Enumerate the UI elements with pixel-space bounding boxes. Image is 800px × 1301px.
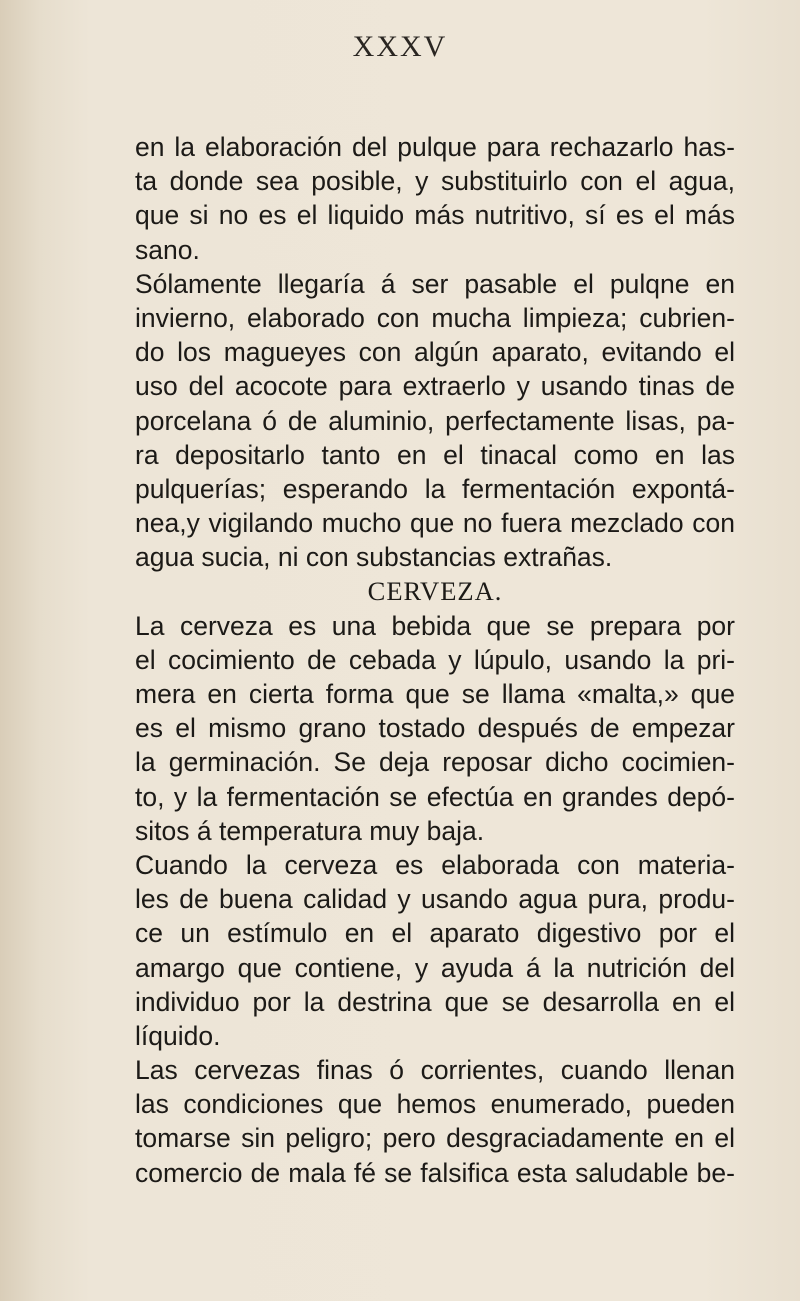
text-line: ra depositarlo tanto en el tinacal como en las: [135, 439, 735, 470]
text-line: líquido.: [135, 1020, 221, 1051]
text-line: en la elaboración del pulque para rechazarlo has-: [135, 132, 735, 162]
text-line: sitos á temperatura muy baja.: [135, 815, 485, 846]
text-line: comercio de mala fé se falsifica esta saludable be-: [135, 1157, 735, 1188]
text-line: nea,y vigilando mucho que no fuera mezclado con: [135, 508, 735, 539]
text-line: Las cervezas finas ó corrientes, cuando llenan: [135, 1055, 735, 1086]
text-line: Cuando la cerveza es elaborada con materia-: [135, 849, 735, 880]
text-line: la germinación. Se deja reposar dicho cocimien-: [135, 747, 735, 778]
text-line: que si no es el liquido más nutritivo, sí es el más: [135, 200, 735, 231]
text-line: les de buena calidad y usando agua pura, produ-: [135, 884, 735, 915]
text-line: mera en cierta forma que se llama «malta,» que: [135, 679, 735, 709]
body-text: [135, 130, 735, 1190]
text-line: ce un estímulo en el aparato digestivo por el: [135, 918, 735, 949]
page-number: XXXV: [352, 30, 448, 63]
text-line: es el mismo grano tostado después de empezar: [135, 713, 735, 744]
text-line: tomarse sin peligro; pero desgraciadamente en el: [135, 1123, 735, 1154]
text-line: individuo por la destrina que se desarrolla en el: [135, 986, 735, 1017]
text-line: porcelana ó de aluminio, perfectamente lisas, pa-: [135, 405, 735, 436]
text-line: Sólamente llegaría á ser pasable el pulqne en: [135, 268, 735, 299]
text-line: invierno, elaborado con mucha limpieza; cubrien-: [135, 302, 735, 333]
text-line: do los magueyes con algún aparato, evitando el: [135, 337, 735, 368]
text-line: el cocimiento de cebada y lúpulo, usando la pri-: [135, 644, 735, 675]
text-line: agua sucia, ni con substancias extrañas.: [135, 542, 613, 573]
text-line: las condiciones que hemos enumerado, pueden: [135, 1089, 735, 1120]
text-line: La cerveza es una bebida que se prepara por: [135, 610, 735, 641]
text-line: amargo que contiene, y ayuda á la nutrición del: [135, 952, 735, 983]
text-line: ta donde sea posible, y substituirlo con el agua,: [135, 166, 735, 197]
text-line: pulquerías; esperando la fermentación expontá-: [135, 473, 735, 504]
text-line: to, y la fermentación se efectúa en grandes depó-: [135, 781, 735, 812]
text-line: sano.: [135, 234, 200, 265]
text-line: uso del acocote para extraerlo y usando tinas de: [135, 371, 735, 402]
section-heading: CERVEZA.: [367, 576, 503, 607]
